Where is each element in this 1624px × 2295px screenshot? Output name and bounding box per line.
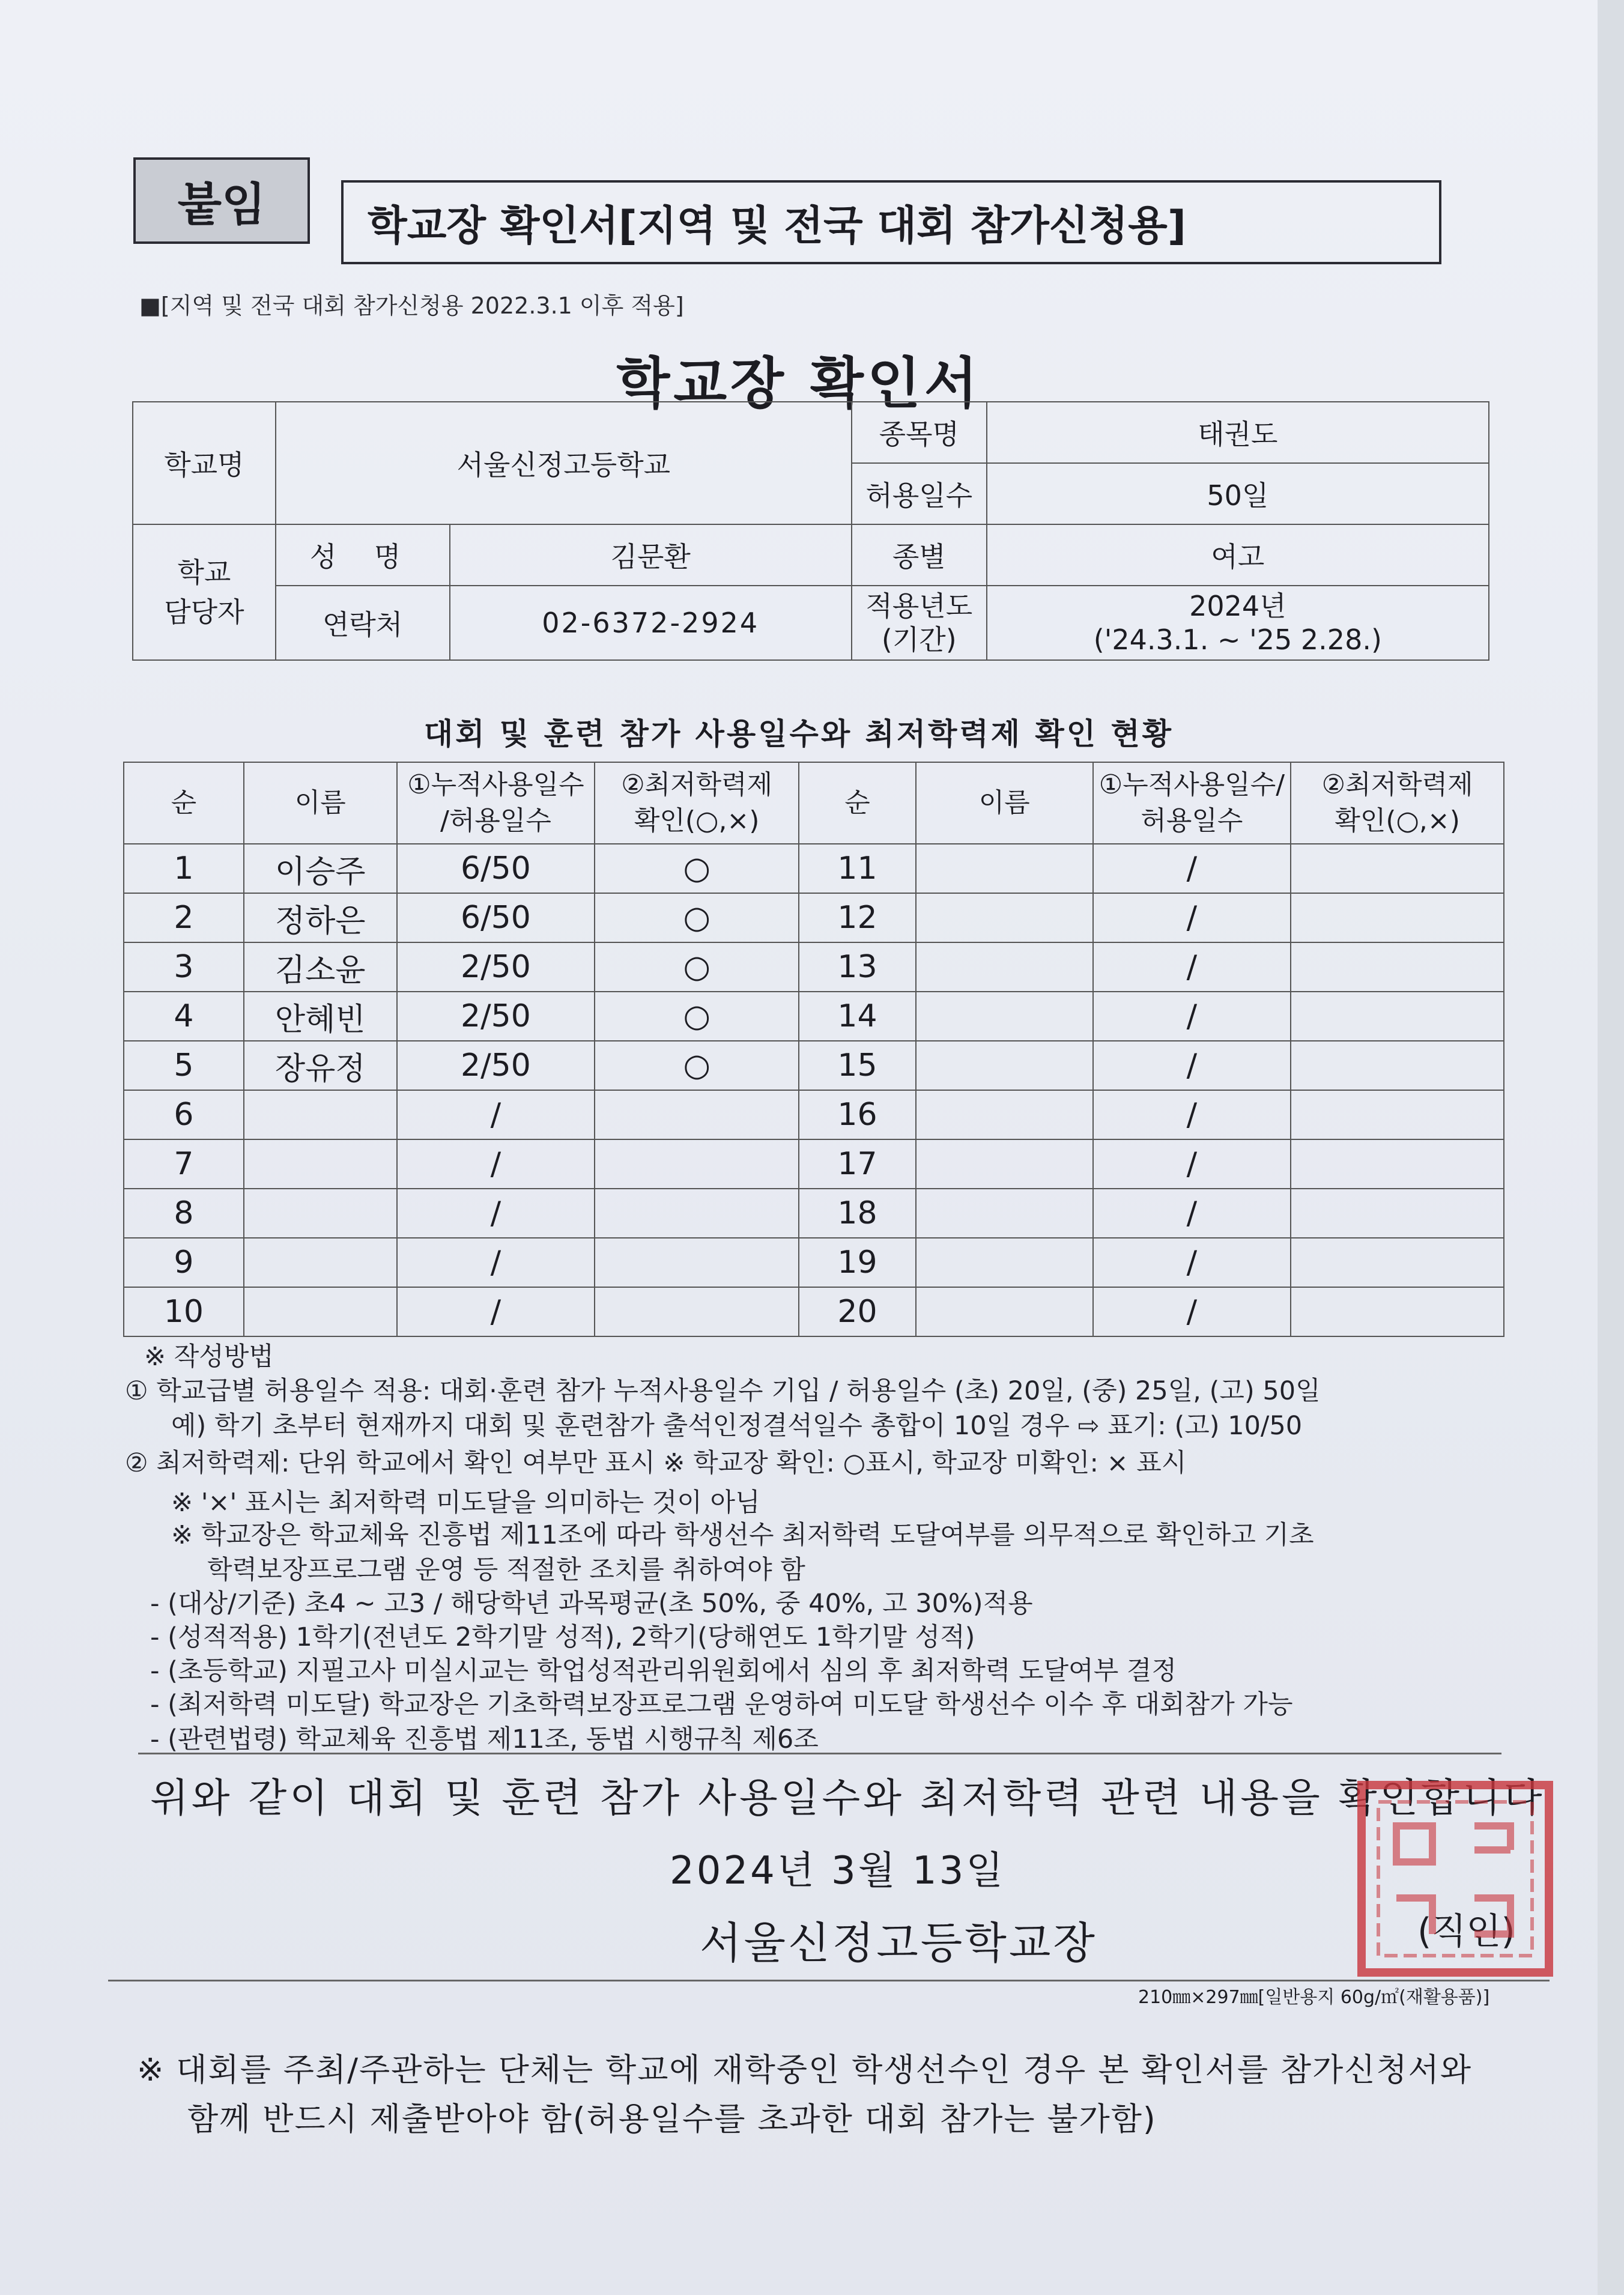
row-number: 18	[799, 1189, 916, 1238]
event-label: 종목명	[852, 402, 987, 463]
table-row	[124, 1287, 1504, 1336]
note-4b: 학력보장프로그램 운영 등 적절한 조치를 취하여야 함	[207, 1555, 805, 1585]
header-check-2: ②최저학력제 확인(○,×)	[1291, 762, 1504, 844]
used-days: /	[1093, 992, 1291, 1041]
minimum-check	[1291, 893, 1504, 942]
form-note: ■[지역 및 전국 대회 참가신청용 2022.3.1 이후 적용]	[139, 293, 684, 319]
minimum-check	[595, 1139, 799, 1189]
student-name	[916, 1090, 1093, 1139]
used-days: 6/50	[397, 844, 595, 893]
allowed-days-value: 50일	[987, 463, 1489, 524]
used-days: /	[1093, 1238, 1291, 1287]
row-number: 19	[799, 1238, 916, 1287]
note-1b: 예) 학기 초부터 현재까지 대회 및 훈련참가 출석인정결석일수 총합이 10일 경우 ⇨ 표기: (고) 10/50	[171, 1411, 1303, 1441]
note-detail-3: - (초등학교) 지필고사 미실시교는 학업성적관리위원회에서 심의 후 최저학력 도달여부 결정	[150, 1656, 1177, 1686]
used-days: /	[397, 1238, 595, 1287]
student-name	[916, 1238, 1093, 1287]
person-name-label: 성 명	[276, 524, 450, 586]
note-2: ② 최저학력제: 단위 학교에서 확인 여부만 표시 ※ 학교장 확인: ○표시, 학교장 미확인: × 표시	[125, 1448, 1187, 1478]
used-days: 2/50	[397, 1041, 595, 1090]
confirmation-text: 위와 같이 대회 및 훈련 참가 사용일수와 최저학력 관련 내용을 확인합니다	[150, 1775, 1545, 1821]
header-name: 이름	[244, 762, 397, 844]
table-row	[124, 1041, 1504, 1090]
row-number: 12	[799, 893, 916, 942]
school-name-label: 학교명	[133, 402, 276, 524]
used-days: /	[397, 1189, 595, 1238]
used-days: /	[1093, 942, 1291, 992]
student-name: 안혜빈	[244, 992, 397, 1041]
row-number: 11	[799, 844, 916, 893]
table-header-row	[124, 762, 1504, 844]
student-name	[916, 844, 1093, 893]
school-name-value: 서울신정고등학교	[276, 402, 852, 524]
section-title: 대회 및 훈련 참가 사용일수와 최저학력제 확인 현황	[423, 717, 1174, 751]
minimum-check	[595, 1090, 799, 1139]
row-number: 8	[124, 1189, 244, 1238]
student-name	[244, 1139, 397, 1189]
student-name	[244, 1189, 397, 1238]
note-detail-5: - (관련법령) 학교체육 진흥법 제11조, 동법 시행규칙 제6조	[150, 1724, 819, 1754]
student-name	[244, 1238, 397, 1287]
minimum-check	[1291, 1238, 1504, 1287]
row-number: 15	[799, 1041, 916, 1090]
phone-label: 연락처	[276, 586, 450, 660]
minimum-check	[1291, 942, 1504, 992]
used-days: /	[1093, 893, 1291, 942]
header-check: ②최저학력제 확인(○,×)	[595, 762, 799, 844]
header-name-2: 이름	[916, 762, 1093, 844]
row-number: 13	[799, 942, 916, 992]
minimum-check	[595, 1287, 799, 1336]
row-number: 5	[124, 1041, 244, 1090]
header-days: ①누적사용일수 /허용일수	[397, 762, 595, 844]
student-name	[916, 893, 1093, 942]
divider	[138, 1753, 1501, 1754]
minimum-check	[1291, 992, 1504, 1041]
table-row	[124, 893, 1504, 942]
table-row	[124, 942, 1504, 992]
student-name	[916, 942, 1093, 992]
row-number: 3	[124, 942, 244, 992]
student-name: 정하은	[244, 893, 397, 942]
student-name	[916, 1189, 1093, 1238]
minimum-check: ○	[595, 992, 799, 1041]
used-days: 2/50	[397, 942, 595, 992]
apply-year-value: 2024년 ('24.3.1. ~ '25 2.28.)	[987, 586, 1489, 660]
note-4a: ※ 학교장은 학교체육 진흥법 제11조에 따라 학생선수 최저학력 도달여부를 의무적으로 확인하고 기초	[171, 1520, 1314, 1550]
footer-note-line-1: ※ 대회를 주최/주관하는 단체는 학교에 재학중인 학생선수인 경우 본 확인서를 참가신청서와	[137, 2052, 1473, 2088]
minimum-check: ○	[595, 844, 799, 893]
used-days: /	[1093, 1090, 1291, 1139]
paper-spec-note: 210㎜×297㎜[일반용지 60g/㎡(재활용품)]	[1138, 1987, 1490, 2008]
person-name-value: 김문환	[450, 524, 852, 586]
used-days: /	[1093, 844, 1291, 893]
used-days: /	[1093, 1287, 1291, 1336]
principal-title: 서울신정고등학교장	[700, 1918, 1097, 1968]
minimum-check	[1291, 1189, 1504, 1238]
row-number: 7	[124, 1139, 244, 1189]
row-number: 14	[799, 992, 916, 1041]
minimum-check	[595, 1238, 799, 1287]
row-number: 10	[124, 1287, 244, 1336]
apply-year-label: 적용년도 (기간)	[852, 586, 987, 660]
table-row	[124, 844, 1504, 893]
row-number: 17	[799, 1139, 916, 1189]
table-row	[124, 992, 1504, 1041]
official-seal-stamp	[1354, 1778, 1559, 1982]
student-name: 김소윤	[244, 942, 397, 992]
note-1a: ① 학교급별 허용일수 적용: 대회·훈련 참가 누적사용일수 기입 / 허용일수 (초) 20일, (중) 25일, (고) 50일	[125, 1376, 1321, 1406]
division-value: 여고	[987, 524, 1489, 586]
note-detail-1: - (대상/기준) 초4 ~ 고3 / 해당학년 과목평균(초 50%, 중 40%, 고 30%)적용	[150, 1589, 1033, 1619]
used-days: 2/50	[397, 992, 595, 1041]
student-name	[916, 1139, 1093, 1189]
note-detail-4: - (최저학력 미도달) 학교장은 기초학력보장프로그램 운영하여 미도달 학생선수 이수 후 대회참가 가능	[150, 1690, 1293, 1720]
table-row	[124, 1189, 1504, 1238]
seal-label: (직인)	[1417, 1911, 1515, 1953]
minimum-check: ○	[595, 1041, 799, 1090]
student-name	[244, 1287, 397, 1336]
used-days: 6/50	[397, 893, 595, 942]
phone-value: 02-6372-2924	[450, 586, 852, 660]
event-value: 태권도	[987, 402, 1489, 463]
row-number: 4	[124, 992, 244, 1041]
contact-label: 학교 담당자	[133, 524, 276, 660]
notes-heading: ※ 작성방법	[144, 1342, 274, 1372]
allowed-days-label: 허용일수	[852, 463, 987, 524]
issue-date: 2024년 3월 13일	[670, 1849, 1006, 1893]
school-info-table	[132, 401, 1489, 661]
footer-note-line-2: 함께 반드시 제출받아야 함(허용일수를 초과한 대회 참가는 불가함)	[187, 2101, 1157, 2138]
student-name	[916, 1041, 1093, 1090]
header-no-2: 순	[799, 762, 916, 844]
used-days: /	[1093, 1139, 1291, 1189]
student-name: 이승주	[244, 844, 397, 893]
document-title: 학교장 확인서	[616, 351, 981, 416]
table-row	[124, 1090, 1504, 1139]
row-number: 6	[124, 1090, 244, 1139]
row-number: 2	[124, 893, 244, 942]
used-days: /	[397, 1287, 595, 1336]
used-days: /	[1093, 1189, 1291, 1238]
table-row	[124, 1139, 1504, 1189]
used-days: /	[397, 1090, 595, 1139]
note-detail-2: - (성적적용) 1학기(전년도 2학기말 성적), 2학기(당해연도 1학기말 성적)	[150, 1622, 975, 1652]
student-name	[916, 1287, 1093, 1336]
minimum-check	[1291, 1041, 1504, 1090]
minimum-check	[595, 1189, 799, 1238]
minimum-check	[1291, 1287, 1504, 1336]
form-title: 학교장 확인서[지역 및 전국 대회 참가신청용]	[341, 180, 1441, 264]
student-name	[244, 1090, 397, 1139]
row-number: 1	[124, 844, 244, 893]
row-number: 9	[124, 1238, 244, 1287]
minimum-check	[1291, 844, 1504, 893]
row-number: 20	[799, 1287, 916, 1336]
student-name	[916, 992, 1093, 1041]
bottom-divider	[108, 1980, 1550, 1981]
row-number: 16	[799, 1090, 916, 1139]
minimum-check: ○	[595, 893, 799, 942]
minimum-check	[1291, 1139, 1504, 1189]
used-days: /	[1093, 1041, 1291, 1090]
student-name: 장유정	[244, 1041, 397, 1090]
attachment-label: 붙임	[133, 157, 310, 244]
minimum-check: ○	[595, 942, 799, 992]
header-days-2: ①누적사용일수/ 허용일수	[1093, 762, 1291, 844]
table-row	[124, 1238, 1504, 1287]
used-days: /	[397, 1139, 595, 1189]
header-no: 순	[124, 762, 244, 844]
participation-table	[123, 762, 1504, 1337]
note-3: ※ '×' 표시는 최저학력 미도달을 의미하는 것이 아님	[171, 1488, 760, 1518]
minimum-check	[1291, 1090, 1504, 1139]
division-label: 종별	[852, 524, 987, 586]
